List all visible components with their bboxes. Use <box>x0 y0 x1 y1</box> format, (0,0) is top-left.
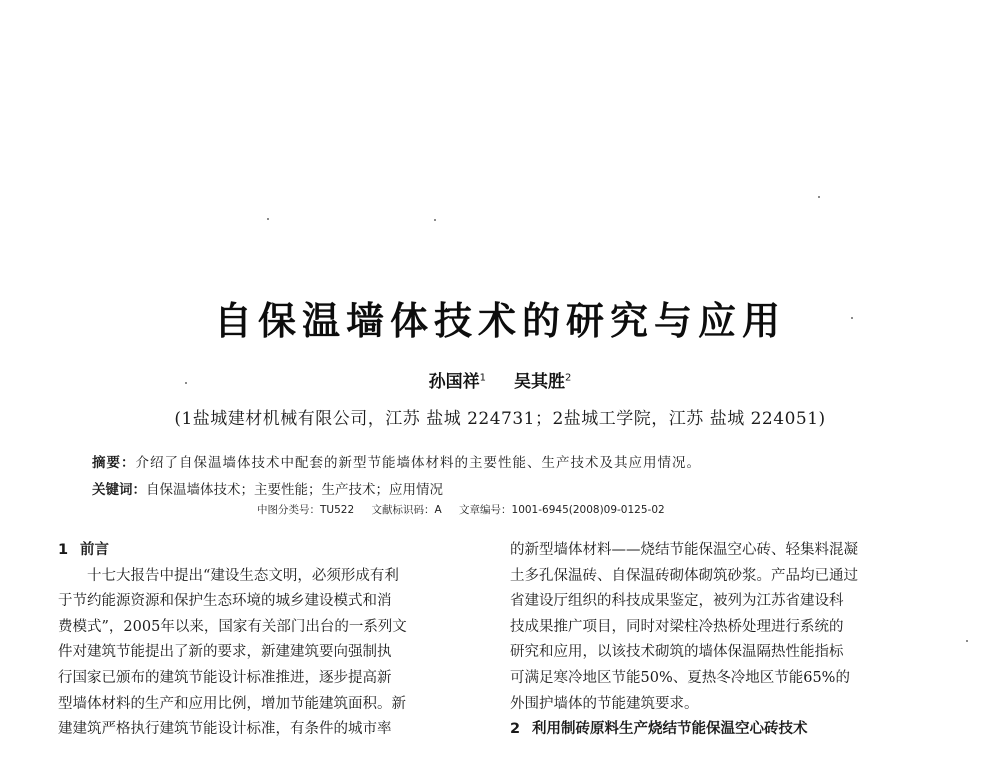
section-number: 2 <box>510 721 521 738</box>
body-line: 研究和应用，以该技术砌筑的墙体保温隔热性能指标 <box>510 644 844 661</box>
scan-speck <box>434 219 436 221</box>
scan-speck <box>966 640 968 642</box>
scan-speck <box>818 196 820 198</box>
document-code: 文献标识码：A <box>371 504 442 516</box>
article-number: 文章编号：1001-6945(2008)09-0125-02 <box>459 504 665 516</box>
author <box>429 372 486 392</box>
author-line <box>0 367 1000 392</box>
body-line: 技成果推广项目，同时对梁柱冷热桥处理进行系统的 <box>510 618 844 635</box>
body-line: 十七大报告中提出“建设生态文明，必须形成有利 <box>58 567 399 584</box>
right-column <box>510 538 922 743</box>
classification-line <box>257 502 665 517</box>
keywords-label: 关键词： <box>92 482 146 498</box>
section-heading <box>58 538 470 564</box>
body-line: 件对建筑节能提出了新的要求，新建建筑要向强制执 <box>58 644 392 661</box>
body-line: 建建筑严格执行建筑节能设计标准，有条件的城市率 <box>58 721 392 738</box>
section-number: 1 <box>58 542 69 558</box>
body-line: 外围护墙体的节能建筑要求。 <box>510 695 699 712</box>
body-line: 可满足寒冷地区节能50%、夏热冬冷地区节能65%的 <box>510 669 850 686</box>
abstract-label: 摘要： <box>92 455 136 471</box>
body-line: 省建设厅组织的科技成果鉴定，被列为江苏省建设科 <box>510 593 844 610</box>
author-name: 孙国祥 <box>428 372 480 392</box>
body-line: 的新型墙体材料——烧结节能保温空心砖、轻集料混凝 <box>510 542 858 558</box>
author-affiliation-mark: 2 <box>564 372 572 384</box>
body-line: 土多孔保温砖、自保温砖砌体砌筑砂浆。产品均已通过 <box>510 567 858 584</box>
section-heading <box>510 717 922 743</box>
author-affiliation-mark: 1 <box>479 372 487 384</box>
affiliation: (1盐城建材机械有限公司，江苏 盐城 224731；2盐城工学院，江苏 盐城 224051) <box>174 409 826 429</box>
section-title: 前言 <box>80 542 109 558</box>
scan-speck <box>267 218 269 220</box>
section-title: 利用制砖原料生产烧结节能保温空心砖技术 <box>532 721 808 738</box>
clc-number: 中图分类号：TU522 <box>257 504 355 516</box>
paper-title: 自保温墙体技术的研究与应用 <box>213 299 786 343</box>
author <box>514 372 571 392</box>
abstract-text: 介绍了自保温墙体技术中配套的新型节能墙体材料的主要性能、生产技术及其应用情况。 <box>135 455 701 471</box>
body-line: 型墙体材料的生产和应用比例，增加节能建筑面积。新 <box>58 695 406 712</box>
abstract <box>92 451 701 471</box>
left-column <box>58 538 470 743</box>
keywords-text: 自保温墙体技术；主要性能；生产技术；应用情况 <box>146 482 443 498</box>
body-line: 费模式”，2005年以来，国家有关部门出台的一系列文 <box>58 618 407 635</box>
body-line: 行国家已颁布的建筑节能设计标准推进，逐步提高新 <box>58 669 392 686</box>
keywords <box>92 478 443 498</box>
body-line: 于节约能源资源和保护生态环境的城乡建设模式和消 <box>58 593 392 610</box>
author-name: 吴其胜 <box>513 372 565 392</box>
